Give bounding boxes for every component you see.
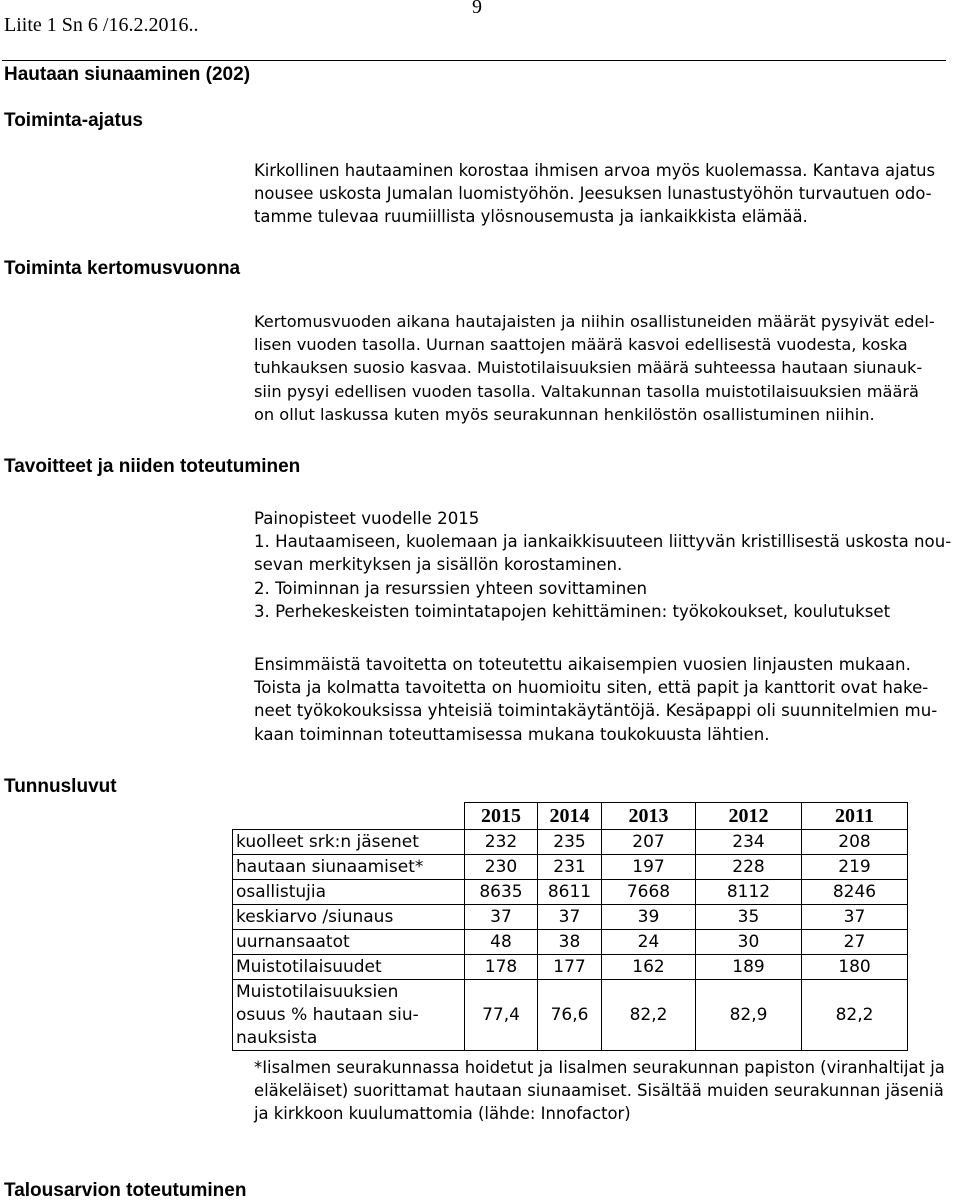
table-header-row <box>233 803 908 830</box>
text-line: nousee uskosta Jumalan luomistyöhön. Jeesuksen lunastustyöhön turvautuen odo- <box>254 184 932 204</box>
table-cell: 234 <box>696 830 802 855</box>
table-cell: 38 <box>538 930 602 955</box>
text-line: 1. Hautaamiseen, kuolemaan ja iankaikkisuuteen liittyvän kristillisestä uskosta nou- <box>254 532 952 552</box>
heading-tavoitteet: Tavoitteet ja niiden toteutuminen <box>4 456 301 477</box>
table-cell: 180 <box>802 955 908 980</box>
table-cell: 228 <box>696 855 802 880</box>
table-cell: 162 <box>602 955 696 980</box>
table-cell: 30 <box>696 930 802 955</box>
row-label-line: nauksista <box>236 1027 318 1048</box>
document-header: Liite 1 Sn 6 /16.2.2016.. <box>4 14 199 36</box>
table-cell: 8611 <box>538 880 602 905</box>
year-header: 2012 <box>696 803 802 830</box>
section-title: Hautaan siunaaminen (202) <box>4 64 251 85</box>
text-line: Kertomusvuoden aikana hautajaisten ja niihin osallistuneiden määrät pysyivät edel- <box>254 312 935 331</box>
table-cell: 231 <box>538 855 602 880</box>
table-cell: 8112 <box>696 880 802 905</box>
text-line: kaan toiminnan toteuttamisessa mukana toukokuusta lähtien. <box>254 724 770 744</box>
table-cell: 177 <box>538 955 602 980</box>
table-cell: 178 <box>465 955 538 980</box>
table-cell: 208 <box>802 830 908 855</box>
table-footnote <box>254 1056 945 1126</box>
page-number: 9 <box>472 0 482 18</box>
table-corner-cell <box>233 803 465 830</box>
text-line: on ollut laskussa kuten myös seurakunnan henkilöstön osallistuminen niihin. <box>254 404 875 424</box>
table-cell: 8246 <box>802 880 908 905</box>
row-label: Muistotilaisuudet <box>233 955 465 980</box>
text-line: neet työkokouksissa yhteisiä toimintakäytäntöjä. Kesäpappi oli suunnitelmien mu- <box>254 701 938 721</box>
heading-toiminta-ajatus: Toiminta-ajatus <box>4 110 143 131</box>
table-cell: 24 <box>602 930 696 955</box>
toiminta-kertomusvuonna-text <box>254 310 935 426</box>
table-row <box>233 980 908 1051</box>
table-cell: 39 <box>602 905 696 930</box>
row-label: keskiarvo /siunaus <box>233 905 465 930</box>
table-cell: 82,2 <box>802 980 908 1051</box>
year-header: 2014 <box>538 803 602 830</box>
row-label: kuolleet srk:n jäsenet <box>233 830 465 855</box>
header-rule <box>2 60 946 61</box>
text-line: tuhkauksen suosio kasvaa. Muistotilaisuuksien määrä suhteessa hautaan siunauk- <box>254 358 923 378</box>
year-header: 2011 <box>802 803 908 830</box>
table-cell: 37 <box>465 905 538 930</box>
text-line: Ensimmäistä tavoitetta on toteutettu aikaisempien vuosien linjausten mukaan. <box>254 655 911 674</box>
table-cell: 197 <box>602 855 696 880</box>
row-label: uurnansaatot <box>233 930 465 955</box>
text-line: tamme tulevaa ruumiillista ylösnousemusta ja iankaikkista elämää. <box>254 207 808 227</box>
table-cell: 230 <box>465 855 538 880</box>
text-line: Toista ja kolmatta tavoitetta on huomioitu siten, että papit ja kanttorit ovat hake- <box>254 678 929 698</box>
table-cell: 8635 <box>465 880 538 905</box>
year-header: 2015 <box>465 803 538 830</box>
footnote-line: ja kirkkoon kuulumattomia (lähde: Innofactor) <box>254 1104 631 1124</box>
text-line: Kirkollinen hautaaminen korostaa ihmisen arvoa myös kuolemassa. Kantava ajatus <box>254 161 936 180</box>
table-cell: 232 <box>465 830 538 855</box>
footnote-line: eläkeläiset) suorittamat hautaan siunaamiset. Sisältää muiden seurakunnan jäseniä <box>254 1081 944 1101</box>
table-cell: 235 <box>538 830 602 855</box>
table-cell: 37 <box>802 905 908 930</box>
row-label-line: Muistotilaisuuksien <box>236 981 399 1002</box>
table-cell: 82,9 <box>696 980 802 1051</box>
toiminta-ajatus-text <box>254 159 935 229</box>
row-label <box>233 980 465 1051</box>
table-cell: 27 <box>802 930 908 955</box>
heading-talousarvion-toteutuminen: Talousarvion toteutuminen <box>4 1180 247 1201</box>
table-cell: 37 <box>538 905 602 930</box>
table-cell: 189 <box>696 955 802 980</box>
painopisteet-text <box>254 507 951 623</box>
text-line: siin pysyi edellisen vuoden tasolla. Valtakunnan tasolla muistotilaisuuksien määrä <box>254 381 919 401</box>
table-row <box>233 855 908 880</box>
table-cell: 82,2 <box>602 980 696 1051</box>
tunnusluvut-table <box>232 802 908 1051</box>
table-cell: 35 <box>696 905 802 930</box>
footnote-line: *Iisalmen seurakunnassa hoidetut ja Iisalmen seurakunnan papiston (viranhaltijat ja <box>254 1058 945 1077</box>
table-row <box>233 905 908 930</box>
table-row <box>233 955 908 980</box>
heading-tunnusluvut: Tunnusluvut <box>4 776 117 797</box>
year-header: 2013 <box>602 803 696 830</box>
table-cell: 207 <box>602 830 696 855</box>
toteutuminen-text <box>254 653 937 746</box>
table-cell: 7668 <box>602 880 696 905</box>
row-label-line: osuus % hautaan siu- <box>236 1004 419 1025</box>
text-line: 3. Perhekeskeisten toimintatapojen kehittäminen: työkokoukset, koulutukset <box>254 601 891 621</box>
table-cell: 48 <box>465 930 538 955</box>
table-cell: 77,4 <box>465 980 538 1051</box>
text-line: 2. Toiminnan ja resurssien yhteen sovittaminen <box>254 578 648 598</box>
text-line: sevan merkityksen ja sisällön korostaminen. <box>254 555 623 575</box>
row-label: osallistujia <box>233 880 465 905</box>
table-row <box>233 930 908 955</box>
table-cell: 76,6 <box>538 980 602 1051</box>
text-line: Painopisteet vuodelle 2015 <box>254 509 480 528</box>
table-row <box>233 880 908 905</box>
table-row <box>233 830 908 855</box>
row-label: hautaan siunaamiset* <box>233 855 465 880</box>
table-cell: 219 <box>802 855 908 880</box>
text-line: lisen vuoden tasolla. Uurnan saattojen määrä kasvoi edellisestä vuodesta, koska <box>254 335 908 355</box>
heading-toiminta-kertomusvuonna: Toiminta kertomusvuonna <box>4 258 241 279</box>
